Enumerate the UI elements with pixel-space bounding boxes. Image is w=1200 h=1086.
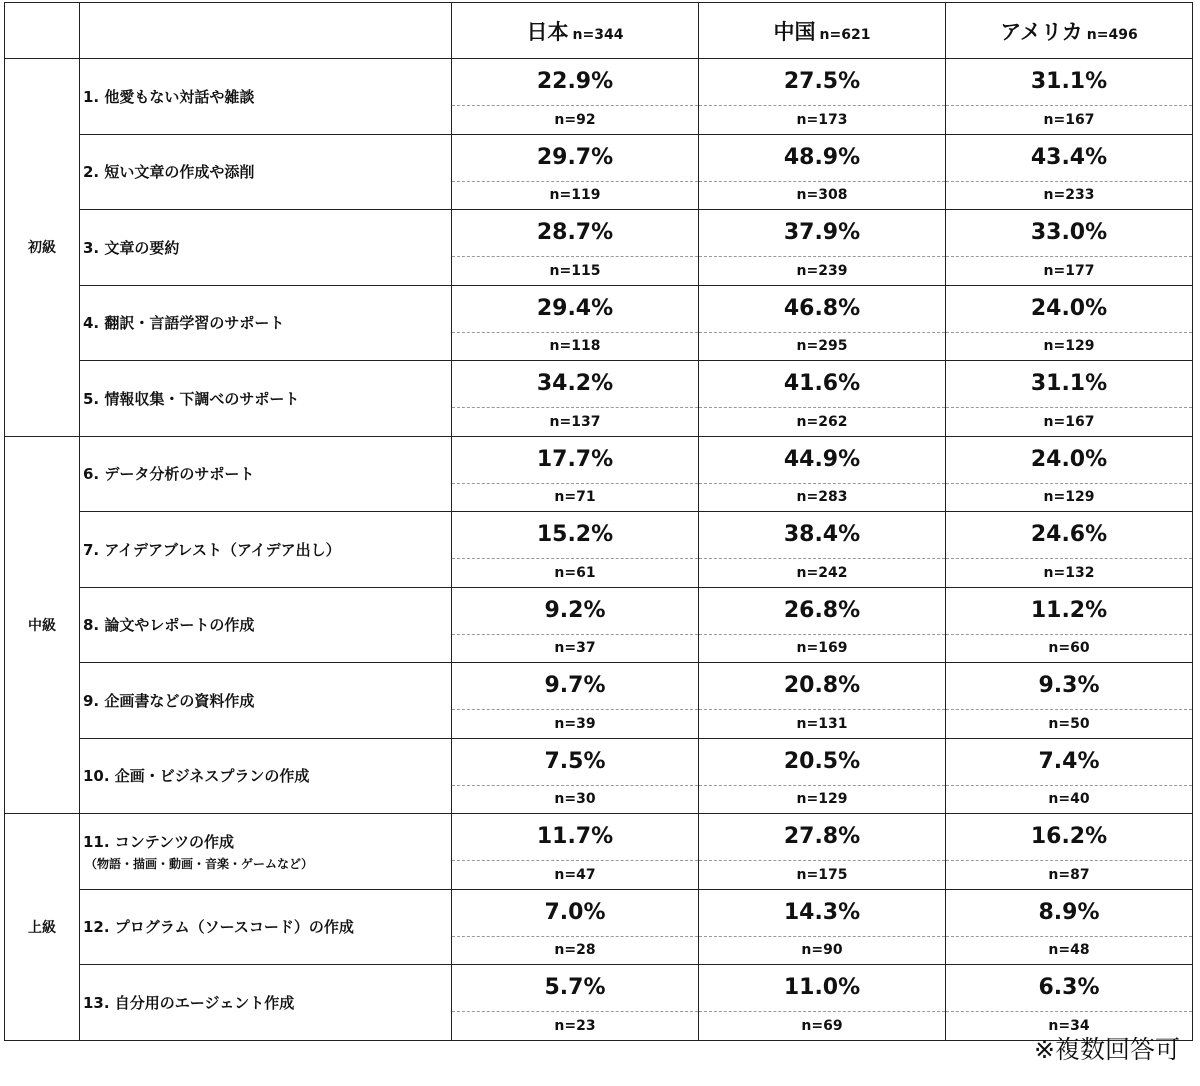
value-box (946, 890, 1192, 965)
value-cell (946, 512, 1193, 588)
value-cell (699, 134, 946, 210)
value-cell (699, 361, 946, 437)
value-cell (946, 361, 1193, 437)
use-case-label (80, 210, 452, 286)
value-cell (699, 59, 946, 135)
level-label: 上級 (5, 814, 80, 1041)
value-box (946, 814, 1192, 889)
value-cell (699, 889, 946, 965)
table-row (5, 587, 1193, 663)
count-value: n=167 (1043, 413, 1095, 430)
percentage-value: 11.7% (452, 814, 698, 861)
value-cell (946, 965, 1193, 1041)
count-value: n=137 (549, 413, 601, 430)
value-cell (699, 285, 946, 361)
use-case-text: 9. 企画書などの資料作成 (83, 691, 255, 710)
percentage-value: 5.7% (452, 965, 698, 1012)
value-cell (699, 512, 946, 588)
percentage-value: 14.3% (699, 890, 945, 937)
percentage-value: 8.9% (946, 890, 1192, 937)
value-box (452, 59, 698, 134)
count-value: n=173 (796, 111, 848, 128)
use-case-label (80, 361, 452, 437)
use-case-text: 8. 論文やレポートの作成 (83, 616, 255, 635)
count-value: n=69 (801, 1017, 843, 1034)
percentage-value: 11.2% (946, 588, 1192, 635)
count-value: n=39 (554, 715, 596, 732)
value-box (452, 814, 698, 889)
value-box (699, 512, 945, 587)
table-row (5, 738, 1193, 814)
value-cell (946, 889, 1193, 965)
use-case-label (80, 814, 452, 890)
use-case-text: 1. 他愛もない対話や雑談 (83, 87, 255, 106)
percentage-value: 31.1% (946, 59, 1192, 106)
value-cell (699, 436, 946, 512)
level-label: 初級 (5, 59, 80, 437)
value-box (946, 361, 1192, 436)
use-case-text: 13. 自分用のエージェント作成 (83, 993, 295, 1012)
value-box (699, 739, 945, 814)
percentage-value: 24.0% (946, 437, 1192, 484)
table-row (5, 512, 1193, 588)
use-case-label (80, 738, 452, 814)
value-cell (946, 59, 1193, 135)
header-sample-size: n=344 (572, 26, 624, 43)
count-value: n=61 (554, 564, 596, 581)
count-value: n=48 (1048, 942, 1090, 959)
percentage-value: 22.9% (452, 59, 698, 106)
value-box (452, 286, 698, 361)
value-box (699, 437, 945, 512)
use-case-label (80, 134, 452, 210)
count-value: n=23 (554, 1017, 596, 1034)
percentage-value: 20.8% (699, 663, 945, 710)
percentage-value: 43.4% (946, 135, 1192, 182)
value-box (452, 512, 698, 587)
value-cell (699, 738, 946, 814)
table-row (5, 59, 1193, 135)
footnote: ※複数回答可 (1034, 1035, 1180, 1064)
percentage-value: 27.5% (699, 59, 945, 106)
use-case-label (80, 965, 452, 1041)
value-box (452, 588, 698, 663)
value-box (699, 286, 945, 361)
header-country: 日本 (526, 19, 569, 44)
table-row (5, 436, 1193, 512)
count-value: n=47 (554, 866, 596, 883)
percentage-value: 28.7% (452, 210, 698, 257)
count-value: n=92 (554, 111, 596, 128)
count-value: n=131 (796, 715, 848, 732)
header-corner-item (80, 3, 452, 59)
percentage-value: 7.0% (452, 890, 698, 937)
use-case-label (80, 889, 452, 965)
percentage-value: 16.2% (946, 814, 1192, 861)
value-cell (699, 663, 946, 739)
table-row (5, 361, 1193, 437)
percentage-value: 26.8% (699, 588, 945, 635)
use-case-text: 5. 情報収集・下調べのサポート (83, 389, 300, 408)
value-box (699, 59, 945, 134)
use-case-text: 2. 短い文章の作成や添削 (83, 163, 255, 182)
table-row (5, 965, 1193, 1041)
header-country: 中国 (773, 19, 816, 44)
value-cell (946, 134, 1193, 210)
value-box (452, 210, 698, 285)
header-corner-level (5, 3, 80, 59)
count-value: n=175 (796, 866, 848, 883)
percentage-value: 41.6% (699, 361, 945, 408)
count-value: n=129 (1043, 338, 1095, 355)
table-row (5, 663, 1193, 739)
count-value: n=233 (1043, 187, 1095, 204)
percentage-value: 24.0% (946, 286, 1192, 333)
count-value: n=34 (1048, 1017, 1090, 1034)
value-box (946, 739, 1192, 814)
percentage-value: 29.7% (452, 135, 698, 182)
count-value: n=30 (554, 791, 596, 808)
count-value: n=262 (796, 413, 848, 430)
header-sample-size: n=621 (819, 26, 871, 43)
count-value: n=308 (796, 187, 848, 204)
count-value: n=129 (796, 791, 848, 808)
value-box (699, 135, 945, 210)
count-value: n=71 (554, 489, 596, 506)
value-cell (452, 738, 699, 814)
value-cell (699, 965, 946, 1041)
count-value: n=50 (1048, 715, 1090, 732)
count-value: n=87 (1048, 866, 1090, 883)
percentage-value: 31.1% (946, 361, 1192, 408)
percentage-value: 44.9% (699, 437, 945, 484)
value-box (946, 437, 1192, 512)
percentage-value: 6.3% (946, 965, 1192, 1012)
use-case-label (80, 587, 452, 663)
use-case-text: 11. コンテンツの作成 (83, 832, 235, 851)
count-value: n=167 (1043, 111, 1095, 128)
header-sample-size: n=496 (1086, 26, 1138, 43)
percentage-value: 9.2% (452, 588, 698, 635)
value-box (946, 588, 1192, 663)
count-value: n=60 (1048, 640, 1090, 657)
percentage-value: 20.5% (699, 739, 945, 786)
level-label: 中級 (5, 436, 80, 814)
results-table (4, 2, 1193, 1041)
value-box (699, 663, 945, 738)
value-box (946, 663, 1192, 738)
percentage-value: 48.9% (699, 135, 945, 182)
use-case-text: 4. 翻訳・言語学習のサポート (83, 314, 285, 333)
value-box (452, 663, 698, 738)
value-cell (946, 587, 1193, 663)
value-box (946, 135, 1192, 210)
value-cell (452, 965, 699, 1041)
use-case-label (80, 436, 452, 512)
header-china (699, 3, 946, 59)
header-country: アメリカ (1000, 19, 1083, 44)
table-row (5, 285, 1193, 361)
value-cell (946, 814, 1193, 890)
use-case-note: （物語・描画・動画・音楽・ゲームなど） (85, 856, 314, 871)
value-cell (452, 134, 699, 210)
use-case-text: 3. 文章の要約 (83, 238, 180, 257)
count-value: n=242 (796, 564, 848, 581)
value-box (699, 361, 945, 436)
percentage-value: 38.4% (699, 512, 945, 559)
value-cell (699, 814, 946, 890)
percentage-value: 11.0% (699, 965, 945, 1012)
count-value: n=40 (1048, 791, 1090, 808)
use-case-text: 6. データ分析のサポート (83, 465, 255, 484)
percentage-value: 7.4% (946, 739, 1192, 786)
use-case-label (80, 285, 452, 361)
value-cell (452, 59, 699, 135)
percentage-value: 7.5% (452, 739, 698, 786)
use-case-label (80, 59, 452, 135)
use-case-label (80, 663, 452, 739)
count-value: n=283 (796, 489, 848, 506)
percentage-value: 17.7% (452, 437, 698, 484)
use-case-text: 12. プログラム（ソースコード）の作成 (83, 918, 354, 937)
value-cell (452, 285, 699, 361)
value-cell (946, 738, 1193, 814)
use-case-label (80, 512, 452, 588)
header-usa (946, 3, 1193, 59)
value-cell (452, 512, 699, 588)
value-cell (452, 814, 699, 890)
value-cell (946, 210, 1193, 286)
value-box (946, 965, 1192, 1040)
header-row (5, 3, 1193, 59)
table-row (5, 210, 1193, 286)
value-cell (946, 285, 1193, 361)
count-value: n=118 (549, 338, 601, 355)
percentage-value: 9.3% (946, 663, 1192, 710)
value-box (452, 965, 698, 1040)
value-cell (452, 210, 699, 286)
percentage-value: 15.2% (452, 512, 698, 559)
table-body (5, 59, 1193, 1041)
table-row (5, 814, 1193, 890)
value-cell (699, 210, 946, 286)
count-value: n=239 (796, 262, 848, 279)
use-case-text: 10. 企画・ビジネスプランの作成 (83, 767, 310, 786)
count-value: n=169 (796, 640, 848, 657)
percentage-value: 37.9% (699, 210, 945, 257)
value-box (699, 814, 945, 889)
value-box (946, 59, 1192, 134)
percentage-value: 29.4% (452, 286, 698, 333)
value-cell (452, 587, 699, 663)
count-value: n=115 (549, 262, 601, 279)
value-box (699, 890, 945, 965)
table-row (5, 134, 1193, 210)
count-value: n=37 (554, 640, 596, 657)
count-value: n=90 (801, 942, 843, 959)
value-box (946, 512, 1192, 587)
value-box (946, 210, 1192, 285)
value-box (699, 965, 945, 1040)
count-value: n=295 (796, 338, 848, 355)
value-box (699, 588, 945, 663)
value-cell (452, 361, 699, 437)
value-cell (452, 436, 699, 512)
value-box (946, 286, 1192, 361)
value-cell (699, 587, 946, 663)
count-value: n=129 (1043, 489, 1095, 506)
percentage-value: 9.7% (452, 663, 698, 710)
count-value: n=132 (1043, 564, 1095, 581)
count-value: n=177 (1043, 262, 1095, 279)
count-value: n=119 (549, 187, 601, 204)
value-cell (946, 663, 1193, 739)
header-japan (452, 3, 699, 59)
value-box (452, 437, 698, 512)
value-box (452, 739, 698, 814)
percentage-value: 33.0% (946, 210, 1192, 257)
value-cell (946, 436, 1193, 512)
percentage-value: 27.8% (699, 814, 945, 861)
value-box (452, 890, 698, 965)
count-value: n=28 (554, 942, 596, 959)
value-box (452, 135, 698, 210)
value-cell (452, 889, 699, 965)
percentage-value: 24.6% (946, 512, 1192, 559)
value-box (452, 361, 698, 436)
value-box (699, 210, 945, 285)
percentage-value: 34.2% (452, 361, 698, 408)
use-case-text: 7. アイデアブレスト（アイデア出し） (83, 540, 341, 559)
percentage-value: 46.8% (699, 286, 945, 333)
table-row (5, 889, 1193, 965)
value-cell (452, 663, 699, 739)
